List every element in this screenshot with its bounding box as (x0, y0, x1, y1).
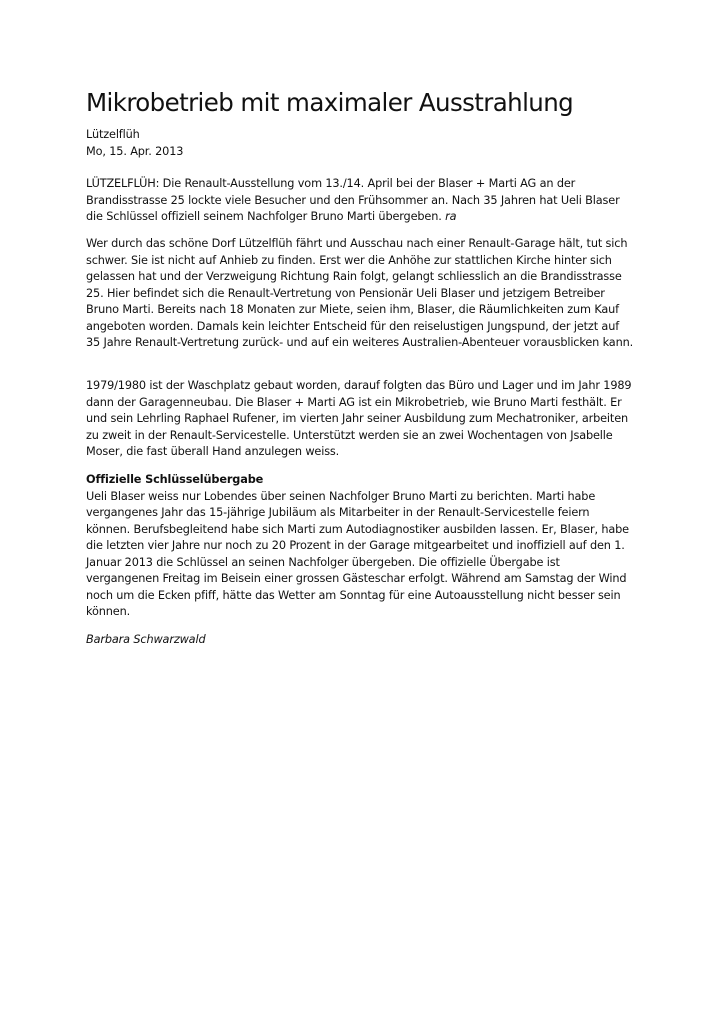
article-section (86, 472, 636, 621)
article-title: Mikrobetrieb mit maximaler Ausstrahlung (86, 88, 574, 117)
article-date: Mo, 15. Apr. 2013 (86, 144, 184, 158)
lead-initials: ra (445, 210, 457, 223)
section-heading: Offizielle Schlüsselübergabe (86, 473, 264, 486)
lead-text: LÜTZELFLÜH: Die Renault-Ausstellung vom 13./14. April bei der Blaser + Marti AG an der Brandisstrasse 25 lockte viele Besucher und den Frühsommer an. Nach 35 Jahren hat Ueli Blaser die Schlüssel offiziell seinem Nachfolger Bruno Marti übergeben. (86, 177, 620, 223)
article-author: Barbara Schwarzwald (86, 633, 206, 646)
article-lead (86, 176, 636, 226)
article-paragraph-3: Ueli Blaser weiss nur Lobendes über seinen Nachfolger Bruno Marti zu berichten. Marti habe vergangenes Jahr das 15-jährige Jubiläum als Mitarbeiter in der Renault-Servicestelle feiern können. Berufsbegleitend habe sich Marti zum Autodiagnostiker ausbilden lassen. Er, Blaser, habe die letzten vier Jahre nur noch zu 20 Prozent in der Garage mitgearbeitet und inoffiziell auf den 1. Januar 2013 die Schlüssel an seinen Nachfolger übergeben. Die offizielle Übergabe ist vergangenen Freitag im Beisein einer grossen Gästeschar erfolgt. Während am Samstag der Wind noch um die Ecken pfiff, hätte das Wetter am Sonntag für eine Autoausstellung nicht besser sein können. (86, 489, 629, 618)
article-location: Lützelflüh (86, 128, 140, 141)
article-paragraph-1: Wer durch das schöne Dorf Lützelflüh fährt und Ausschau nach einer Renault-Garage hält, tut sich schwer. Sie ist nicht auf Anhieb zu finden. Erst wer die Anhöhe zur stattlichen Kirche hinter sich gelassen hat und der Verzweigung Richtung Rain folgt, gelangt schliesslich an die Brandisstrasse 25. Hier befindet sich die Renault-Vertretung von Pensionär Ueli Blaser und jetzigem Betreiber Bruno Marti. Bereits nach 18 Monaten zur Miete, seien ihm, Blaser, die Räumlichkeiten zum Kauf angeboten worden. Damals kein leichter Entscheid für den reiselustigen Jungspund, der jetzt auf 35 Jahre Renault-Vertretung zurück- und auf ein weiteres Australien-Abenteuer vorausblicken kann. (86, 237, 634, 349)
article-meta (86, 127, 636, 160)
article-paragraph-2: 1979/1980 ist der Waschplatz gebaut worden, darauf folgten das Büro und Lager und im Jahr 1989 dann der Garagenneubau. Die Blaser + Marti AG ist ein Mikrobetrieb, wie Bruno Marti festhält. Er und sein Lehrling Raphael Rufener, im vierten Jahr seiner Ausbildung zum Mechatroniker, arbeiten zu zweit in der Renault-Servicestelle. Unterstützt werden sie an zwei Wochentagen von Jsabelle Moser, die fast überall Hand anzulegen weiss. (86, 379, 632, 458)
